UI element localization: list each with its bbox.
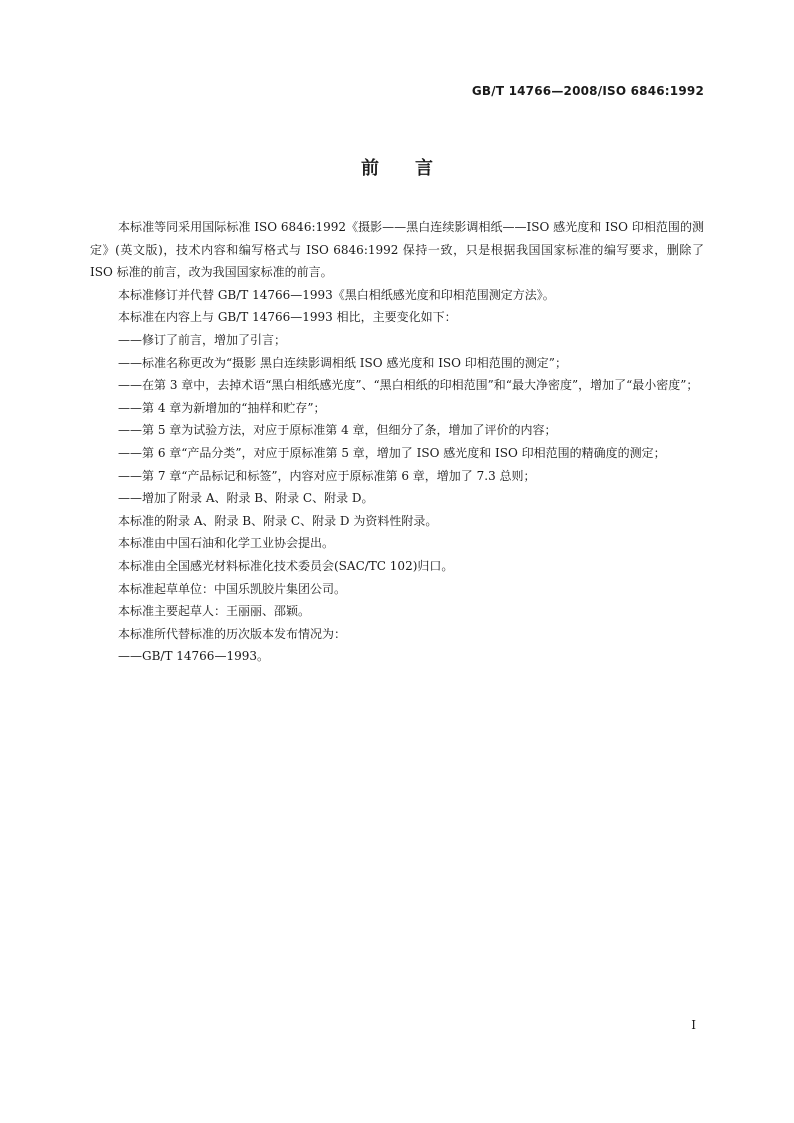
change-text: 第 5 章为试验方法，对应于原标准第 4 章，但细分了条，增加了评价的内容； (142, 423, 557, 438)
dash-mark: —— (118, 649, 142, 664)
page-number: I (691, 1018, 696, 1032)
change-item (90, 397, 704, 420)
change-text: 增加了附录 A、附录 B、附录 C、附录 D。 (142, 491, 374, 506)
paragraph: 本标准起草单位：中国乐凯胶片集团公司。 (118, 581, 347, 596)
change-text: 第 4 章为新增加的“抽样和贮存”； (142, 400, 326, 415)
change-text: 第 6 章“产品分类”，对应于原标准第 5 章，增加了 ISO 感光度和 ISO 印相范围的精确度的测定； (142, 445, 666, 460)
paragraph: 本标准主要起草人：王丽丽、邵颖。 (118, 604, 311, 619)
standard-code: GB/T 14766—2008/ISO 6846:1992 (471, 84, 704, 98)
dash-mark: —— (118, 445, 142, 460)
dash-mark: —— (118, 423, 142, 438)
paragraph: 本标准修订并代替 GB/T 14766—1993《黑白相纸感光度和印相范围测定方法》。 (118, 287, 555, 302)
dash-mark: —— (118, 468, 142, 483)
change-text: 标准名称更改为“摄影 黑白连续影调相纸 ISO 感光度和 ISO 印相范围的测定”； (142, 355, 567, 370)
dash-mark: —— (118, 400, 142, 415)
change-item (90, 419, 704, 442)
change-item (90, 442, 704, 465)
change-item (90, 487, 704, 510)
history-item (90, 645, 704, 668)
change-text: 在第 3 章中，去掉术语“黑白相纸感光度”、“黑白相纸的印相范围”和“最大净密度”，增加了“最小密度”； (142, 378, 699, 393)
change-item (90, 374, 704, 397)
change-text: 第 7 章“产品标记和标签”，内容对应于原标准第 6 章，增加了 7.3 总则； (142, 468, 536, 483)
change-item (90, 352, 704, 375)
paragraph: 本标准的附录 A、附录 B、附录 C、附录 D 为资料性附录。 (118, 513, 438, 528)
paragraph: 本标准所代替标准的历次版本发布情况为： (118, 626, 347, 641)
dash-mark: —— (118, 355, 142, 370)
foreword-body (90, 216, 704, 668)
history-text: GB/T 14766—1993。 (142, 649, 269, 664)
change-item (90, 465, 704, 488)
paragraph: 本标准由全国感光材料标准化技术委员会(SAC/TC 102)归口。 (118, 558, 454, 573)
dash-mark: —— (118, 491, 142, 506)
dash-mark: —— (118, 332, 142, 347)
paragraph: 本标准等同采用国际标准 ISO 6846:1992《摄影——黑白连续影调相纸——ISO 感光度和 ISO 印相范围的测定》(英文版)，技术内容和编写格式与 ISO 6846:1992 保持一致，只是根据我国国家标准的编写要求，删除了 ISO 标准的前言，改为我国国家标准的前言。 (90, 220, 704, 280)
change-text: 修订了前言，增加了引言； (142, 332, 287, 347)
paragraph: 本标准在内容上与 GB/T 14766—1993 相比，主要变化如下： (118, 310, 457, 325)
dash-mark: —— (118, 378, 142, 393)
change-item (90, 329, 704, 352)
page-title: 前言 (361, 158, 469, 179)
paragraph: 本标准由中国石油和化学工业协会提出。 (118, 536, 335, 551)
